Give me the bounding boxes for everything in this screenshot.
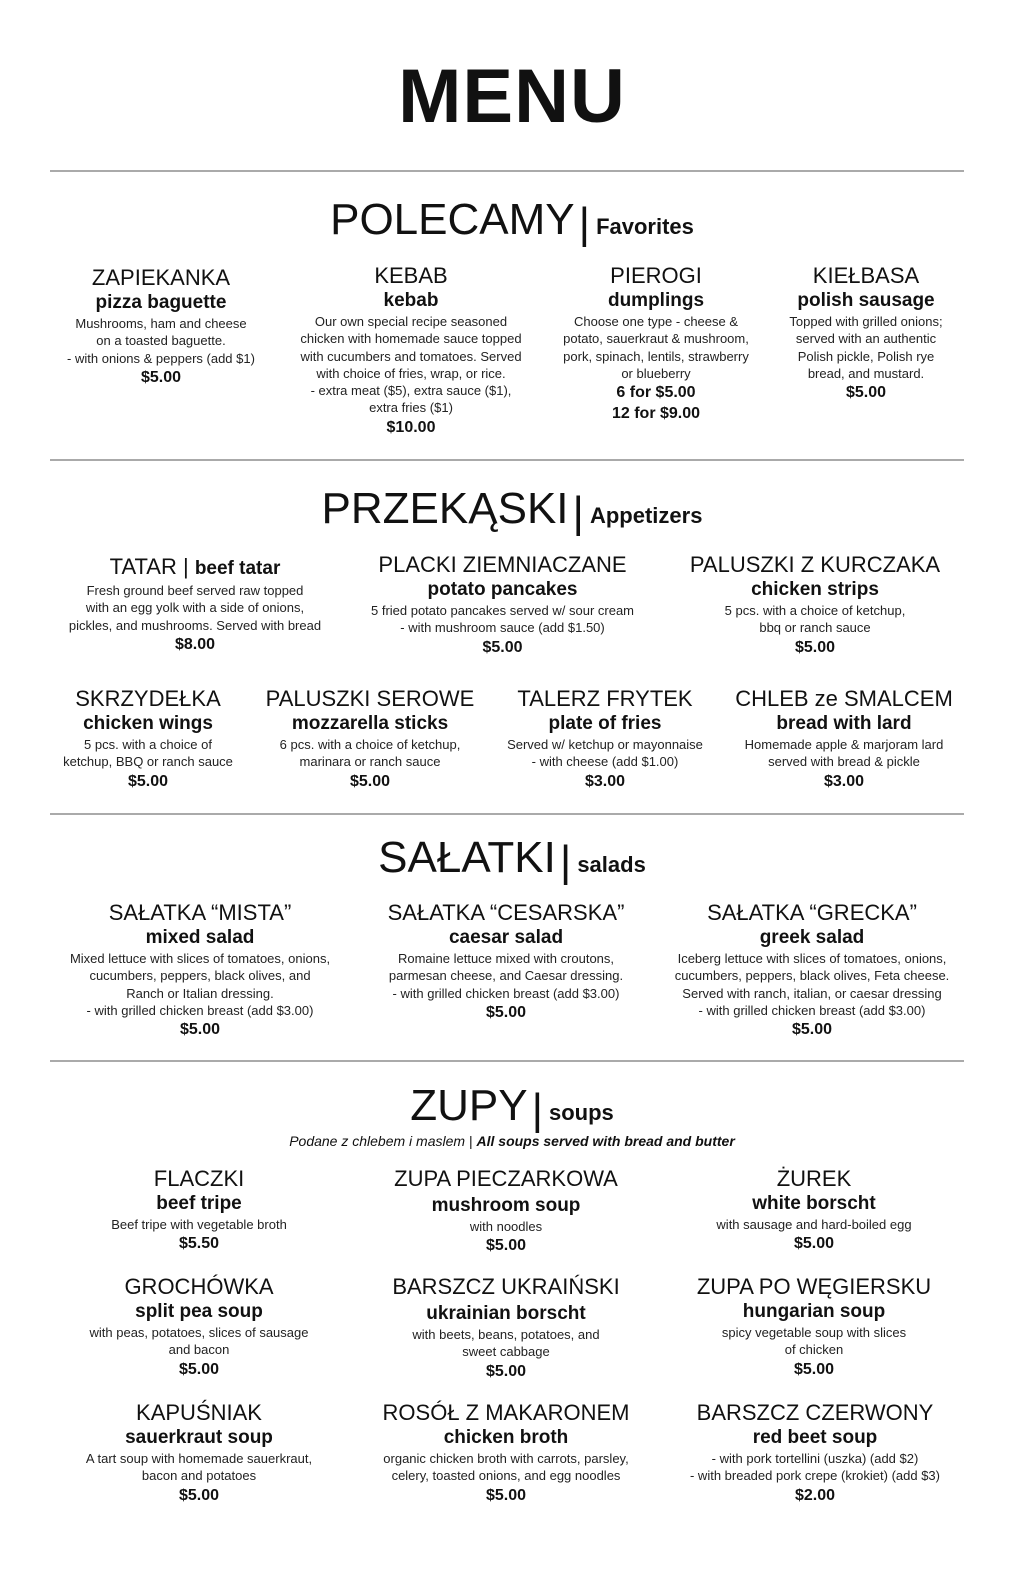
item-name-polish: PIEROGI [610, 263, 702, 288]
desc-line: of chicken [784, 1342, 844, 1358]
desc-line: cucumbers, peppers, black olives, and [89, 968, 311, 984]
desc-line: pork, spinach, lentils, strawberry [563, 348, 749, 364]
desc-line: extra fries ($1) [369, 400, 453, 416]
menu-item [670, 1400, 960, 1506]
desc-line: organic chicken broth with carrots, parsley, [383, 1451, 629, 1466]
desc-line: with sausage and hard-boiled egg [716, 1217, 912, 1232]
item-name-english: mushroom soup [431, 1195, 581, 1216]
section-divider: | [559, 837, 572, 886]
item-price: $5.00 [349, 772, 391, 790]
menu-item [770, 263, 962, 403]
desc-line: Served with ranch, italian, or caesar dressing [682, 985, 942, 1001]
desc-line: bacon and potatoes [141, 1468, 257, 1484]
menu-item [70, 1274, 328, 1380]
item-description [492, 736, 718, 771]
menu-item [350, 552, 655, 658]
item-name-english: beef tripe [156, 1193, 242, 1214]
desc-line: cucumbers, peppers, black olives, Feta cheese. [674, 968, 950, 984]
divider-rule [50, 459, 964, 461]
item-price: $5.00 [485, 1237, 527, 1255]
menu-item [492, 686, 718, 792]
item-name-english: mozzarella sticks [291, 713, 449, 734]
note-english: All soups served with bread and butter [476, 1133, 735, 1149]
desc-line: Fresh ground beef served raw topped [86, 583, 304, 598]
item-name-english: bread with lard [776, 713, 912, 734]
section-title-english: salads [577, 852, 646, 877]
desc-line: Topped with grilled onions; [789, 314, 943, 329]
desc-line: Romaine lettuce mixed with croutons, [397, 951, 615, 966]
item-description [70, 1216, 328, 1233]
desc-line: Iceberg lettuce with slices of tomatoes, onions, [677, 951, 947, 966]
item-description [350, 602, 655, 637]
desc-line: - with grilled chicken breast (add $3.00) [86, 1002, 314, 1018]
soups-note [0, 1133, 1024, 1149]
item-name-english: pizza baguette [95, 292, 227, 313]
menu-item [376, 1166, 636, 1256]
item-price: $10.00 [386, 418, 436, 436]
item-name-polish: CHLEB ze SMALCEM [735, 686, 953, 711]
desc-line: Mushrooms, ham and cheese [75, 316, 247, 331]
item-description [366, 1450, 646, 1485]
desc-line: Beef tripe with vegetable broth [111, 1217, 287, 1232]
item-price: $8.00 [174, 635, 216, 653]
item-description [360, 950, 652, 1002]
desc-line: bread, and mustard. [807, 365, 925, 381]
item-description [376, 1218, 636, 1235]
desc-line: parmesan cheese, and Caesar dressing. [388, 968, 624, 984]
item-description [548, 313, 764, 382]
menu-item [50, 900, 350, 1040]
item-name-polish: SKRZYDEŁKA [75, 686, 221, 711]
item-name-english: mixed salad [145, 927, 255, 948]
menu-item [50, 554, 340, 655]
item-name-english: split pea soup [135, 1301, 263, 1322]
item-name-polish: FLACZKI [153, 1166, 245, 1191]
desc-line: pickles, and mushrooms. Served with bread [68, 617, 322, 633]
item-description [280, 313, 542, 417]
menu-item [682, 1166, 946, 1254]
section-heading-salads [0, 833, 1024, 886]
desc-line: Choose one type - cheese & [573, 314, 739, 329]
desc-line: bbq or ranch sauce [759, 620, 871, 636]
desc-line: celery, toasted onions, and egg noodles [391, 1468, 621, 1484]
desc-line: Ranch or Italian dressing. [126, 985, 274, 1001]
desc-line: marinara or ranch sauce [299, 754, 441, 770]
item-name-polish: BARSZCZ CZERWONY [696, 1400, 934, 1425]
desc-line: on a toasted baguette. [96, 333, 226, 349]
item-name-polish: ZAPIEKANKA [91, 265, 231, 290]
item-name-english: chicken broth [443, 1427, 569, 1448]
item-price: $5.00 [793, 1235, 835, 1253]
item-name-polish [50, 554, 340, 582]
desc-line: ketchup, BBQ or ranch sauce [63, 754, 233, 770]
item-name-polish: ROSÓŁ Z MAKARONEM [382, 1400, 630, 1425]
section-divider: | [572, 488, 584, 537]
item-name-english: greek salad [759, 927, 865, 948]
section-title-english: Favorites [596, 214, 694, 239]
desc-line: 5 pcs. with a choice of [84, 737, 212, 752]
desc-line: sweet cabbage [462, 1344, 550, 1360]
section-title-polish: POLECAMY [330, 195, 575, 244]
item-price: $5.00 [485, 1362, 527, 1380]
menu-item [70, 1166, 328, 1254]
item-price: $3.00 [584, 772, 626, 790]
item-name-polish: SAŁATKA “MISTA” [108, 900, 292, 925]
desc-line: - with mushroom sauce (add $1.50) [400, 620, 605, 636]
item-name-polish: GROCHÓWKA [124, 1274, 274, 1299]
section-title-english: Appetizers [589, 503, 703, 528]
divider-rule [50, 170, 964, 172]
item-description [50, 582, 340, 634]
item-price: $5.50 [178, 1235, 220, 1253]
item-name-polish: PLACKI ZIEMNIACZANE [378, 552, 627, 577]
desc-line: Our own special recipe seasoned [314, 314, 508, 329]
desc-line: - with pork tortellini (uszka) (add $2) [711, 1451, 919, 1466]
menu-item [366, 1400, 646, 1506]
section-divider: | [531, 1085, 543, 1134]
item-description [50, 950, 350, 1019]
item-name-polish: ZUPA PO WĘGIERSKU [696, 1274, 932, 1299]
menu-item [670, 552, 960, 658]
menu-item [682, 1274, 946, 1380]
item-description [724, 736, 964, 771]
item-price: $5.00 [793, 1360, 835, 1378]
item-name-english: hungarian soup [742, 1301, 886, 1322]
desc-line: - with breaded pork crepe (krokiet) (add $3) [689, 1468, 940, 1484]
item-price: $2.00 [794, 1486, 836, 1504]
menu-item [376, 1274, 636, 1382]
item-description [70, 1450, 328, 1485]
desc-line: with beets, beans, potatoes, and [412, 1327, 600, 1342]
item-price: $3.00 [823, 772, 865, 790]
inline-divider: | [176, 554, 195, 579]
item-price: $5.00 [178, 1360, 220, 1378]
menu-title: MENU [398, 54, 626, 139]
item-name-polish: KIEŁBASA [812, 263, 920, 288]
item-price: $5.00 [179, 1021, 221, 1039]
item-name-polish-text: TATAR [109, 554, 177, 579]
item-name-english: plate of fries [548, 713, 662, 734]
menu-item [360, 900, 652, 1023]
desc-line: 6 pcs. with a choice of ketchup, [279, 737, 461, 752]
desc-line: and bacon [168, 1342, 230, 1358]
section-heading-appetizers [0, 484, 1024, 537]
item-name-polish: SAŁATKA “CESARSKA” [387, 900, 625, 925]
desc-line: Served w/ ketchup or mayonnaise [507, 737, 703, 752]
item-name-english: beef tatar [194, 558, 281, 579]
desc-line: - with grilled chicken breast (add $3.00) [392, 985, 620, 1001]
item-name-english: polish sausage [797, 290, 935, 311]
item-price: $5.00 [485, 1486, 527, 1504]
item-name-english: dumplings [607, 290, 705, 311]
item-name-polish: KEBAB [374, 263, 448, 288]
menu-item [724, 686, 964, 792]
item-description [376, 1326, 636, 1361]
item-name-english: chicken strips [751, 579, 879, 600]
item-price: $5.00 [482, 638, 523, 656]
desc-line: served with bread & pickle [768, 754, 920, 770]
note-polish: Podane z chlebem i maslem [289, 1133, 466, 1149]
item-name-polish: PALUSZKI SEROWE [265, 686, 475, 711]
item-name-english: ukrainian borscht [426, 1303, 586, 1324]
item-description [50, 315, 272, 367]
desc-line: potato, sauerkraut & mushroom, [563, 331, 749, 347]
desc-line: Homemade apple & marjoram lard [744, 737, 944, 752]
item-name-english: chicken wings [83, 713, 213, 734]
item-name-polish: ŻUREK [776, 1166, 852, 1191]
item-description [50, 736, 246, 771]
item-price: $5.00 [794, 638, 836, 656]
desc-line: with peas, potatoes, slices of sausage [89, 1325, 309, 1340]
item-name-english: sauerkraut soup [125, 1427, 273, 1448]
section-title-polish: PRZEKĄSKI [321, 484, 569, 533]
menu-item [548, 263, 764, 424]
item-name-english: red beet soup [752, 1427, 878, 1448]
desc-line: - with onions & peppers (add $1) [67, 350, 255, 366]
menu-item [280, 263, 542, 438]
item-name-polish: ZUPA PIECZARKOWA [394, 1166, 618, 1191]
desc-line: spicy vegetable soup with slices [721, 1325, 907, 1340]
desc-line: A tart soup with homemade sauerkraut, [85, 1451, 313, 1466]
section-title-polish: SAŁATKI [378, 833, 556, 882]
item-name-english: white borscht [752, 1193, 876, 1214]
note-divider: | [465, 1133, 477, 1149]
section-divider: | [578, 199, 591, 248]
menu-item [70, 1400, 328, 1506]
item-price: $5.00 [791, 1021, 833, 1039]
section-title-english: soups [549, 1100, 614, 1125]
desc-line: 5 pcs. with a choice of ketchup, [724, 603, 906, 618]
menu-item [660, 900, 964, 1040]
item-description [770, 313, 962, 382]
section-heading-soups [0, 1081, 1024, 1134]
divider-rule [50, 1060, 964, 1062]
item-price: $5.00 [845, 384, 887, 402]
item-price: $5.00 [140, 368, 182, 386]
item-description [70, 1324, 328, 1359]
section-title-polish: ZUPY [410, 1081, 528, 1130]
menu-item [50, 686, 246, 792]
desc-line: with choice of fries, wrap, or rice. [316, 365, 506, 381]
desc-line: - with cheese (add $1.00) [531, 754, 679, 770]
item-name-english: caesar salad [448, 927, 564, 948]
item-description [682, 1216, 946, 1233]
desc-line: chicken with homemade sauce topped [300, 331, 522, 347]
item-price: 12 for $9.00 [611, 405, 701, 423]
desc-line: Mixed lettuce with slices of tomatoes, onions, [69, 951, 331, 966]
desc-line: - extra meat ($5), extra sauce ($1), [310, 383, 512, 399]
desc-line: with an egg yolk with a side of onions, [85, 600, 305, 616]
menu-item [255, 686, 485, 792]
section-heading-favorites [0, 195, 1024, 248]
item-description [670, 602, 960, 637]
item-name-polish: TALERZ FRYTEK [517, 686, 693, 711]
item-name-polish: SAŁATKA “GRECKA” [707, 900, 917, 925]
item-price: $5.00 [178, 1486, 220, 1504]
item-price: 6 for $5.00 [616, 384, 696, 402]
item-name-polish: PALUSZKI Z KURCZAKA [689, 552, 941, 577]
desc-line: 5 fried potato pancakes served w/ sour cream [370, 603, 635, 618]
menu-item [50, 265, 272, 388]
desc-line: Polish pickle, Polish rye [797, 348, 935, 364]
item-description [660, 950, 964, 1019]
desc-line: with noodles [469, 1219, 543, 1234]
divider-rule [50, 813, 964, 815]
item-description [670, 1450, 960, 1485]
item-name-english: potato pancakes [427, 579, 578, 600]
item-name-english: kebab [383, 290, 439, 311]
item-name-polish: KAPUŚNIAK [136, 1400, 262, 1425]
item-description [255, 736, 485, 771]
desc-line: with cucumbers and tomatoes. Served [300, 348, 522, 364]
item-price: $5.00 [485, 1003, 527, 1021]
item-name-polish: BARSZCZ UKRAIŃSKI [392, 1274, 620, 1299]
desc-line: - with grilled chicken breast (add $3.00) [698, 1002, 926, 1018]
desc-line: or blueberry [621, 365, 691, 381]
desc-line: served with an authentic [795, 331, 937, 347]
item-price: $5.00 [127, 772, 169, 790]
item-description [682, 1324, 946, 1359]
